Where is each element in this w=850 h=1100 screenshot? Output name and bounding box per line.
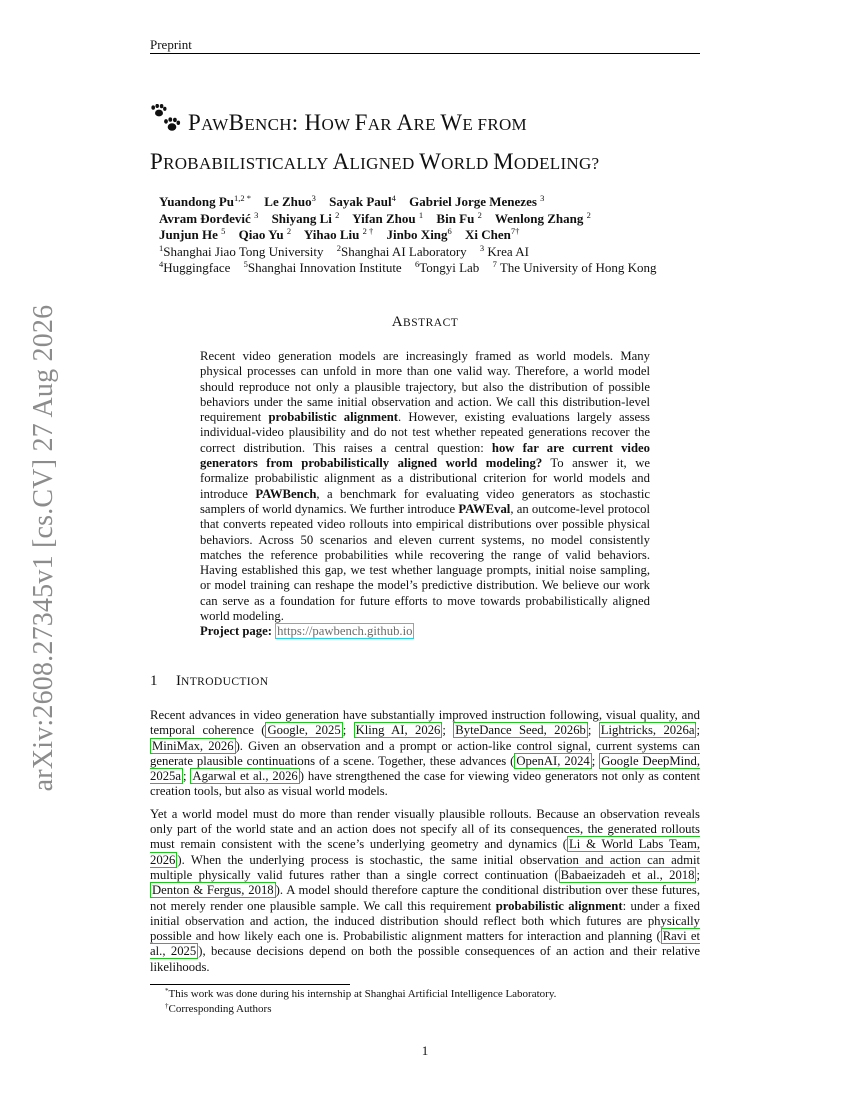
citation-link[interactable]: Li & World Labs Team, 2026 (150, 837, 700, 867)
citation-link[interactable]: Google DeepMind, 2025a (150, 753, 700, 784)
citation-link[interactable]: OpenAI, 2024 (516, 753, 590, 768)
citation-link[interactable]: Ravi et al., 2025 (150, 929, 700, 959)
author-row-1: Yuandong Pu$^{1,2}$ * Le Zhuo$^3$ Sayak Paul$^4$ Gabriel Jorge Menezes $^3$ (159, 193, 545, 209)
abstract-body: Recent video generation models are increasingly framed as world models. Many physical processes can unfold in more than one valid way. Therefore, a world model should reproduce not only a plausible trajectory, but also the distribution of possible behaviors under the same initial observation and action. We call this distribution-level requirement probabilistic alignment. However, existing evaluations largely assess individual-video plausibility and do not test whether repeated generations recover the correct distribution. This raises a central question: how far are current video generators from probabilistically aligned world modeling? To answer it, we formalize probabilistic alignment as a distributional criterion for world models and introduce PAWBench, a benchmark for evaluating video generators as stochastic samplers of world dynamics. We further introduce PAWEval, an outcome-level protocol that converts repeated video rollouts into empirical distributions over possible physical behaviors. Across 50 scenarios and eleven current systems, no model consistently matches the reference probabilities while recovering the range of valid behaviors. Having established this gap, we test whether language prompts, initial noise sampling, or model training can reshape the model’s predictive distribution. We believe our work can serve as a foundation for future efforts to move towards probabilistically aligned world modeling. Project page: https://pawbench.github.io (200, 349, 651, 639)
arxiv-side-identifier: arXiv:2608.27345v1 [cs.CV] 27 Aug 2026 (28, 304, 59, 792)
author-row-3: Junjun He $^5$ Qiao Yu $^2$ Yihao Liu $^{2 \dagger}$ Jinbo Xing$^6$ Xi Chen$^{7\dagger}$ (159, 226, 520, 242)
affiliation-row-2: $^4$Huggingface $^5$Shanghai Innovation Institute $^6$Tongyi Lab $^7$ The University of Hong Kong (159, 259, 657, 275)
intro-paragraph-1: Recent advances in video generation have substantially improved instruction following, visual quality, and temporal coherence ( Google, 2025 ; Kling AI, 2026 ; ByteDance Seed, 2026b ; Lightricks, 2026a ; MiniMax, 2026 ). Given an observation and a prompt or action-like control signal, current systems can generate plausible continuations of a scene. Together, these advances ( OpenAI, 2024 ; Google DeepMind, 2025a ; Agarwal et al., 2026 ) have strengthened the case for viewing video generators not only as content creation tools, but also as visual world models. (150, 708, 700, 799)
citation-link[interactable]: Denton & Fergus, 2018 (152, 883, 274, 898)
author-name: Yuandong Pu (159, 194, 235, 209)
author-row-2: Avram Đorđević $^3$ Shiyang Li $^2$ Yifan Zhou $^1$ Bin Fu $^2$ Wenlong Zhang $^2$ (159, 209, 591, 226)
citation-link[interactable]: Agarwal et al., 2026 (192, 769, 298, 784)
citation-link[interactable]: Babaeizadeh et al., 2018 (560, 867, 695, 882)
author-name: Yihao Liu (303, 227, 360, 242)
paw-prints-icon (150, 104, 184, 144)
paper-title: PAWBENCH: HOW FAR ARE WE FROM PROBABILISTICALLY ALIGNED WORLD MODELING? (150, 104, 710, 181)
section-heading-introduction: 1 INTRODUCTION (150, 673, 269, 689)
abstract-heading: ABSTRACT (391, 314, 459, 330)
project-page-label: Project page: (200, 624, 272, 639)
author-name: Yifan Zhou (352, 210, 416, 226)
author-name: Sayak Paul (329, 194, 392, 209)
citation-link[interactable]: Kling AI, 2026 (355, 723, 441, 738)
header-rule (150, 53, 700, 54)
running-header: Preprint (150, 37, 192, 52)
introduction-body (150, 708, 700, 975)
author-name: Le Zhuo (264, 194, 312, 209)
author-name: Jinbo Xing (386, 227, 448, 242)
author-name: Gabriel Jorge Menezes (409, 194, 537, 209)
footnotes (165, 987, 556, 1017)
author-name: Qiao Yu (238, 227, 284, 242)
footnote-corresponding: †Corresponding Authors (165, 1002, 272, 1015)
affiliation-row-1: $^1$Shanghai Jiao Tong University $^2$Shanghai AI Laboratory $^3$ Krea AI (159, 242, 529, 259)
author-name: Junjun He (159, 227, 218, 242)
author-name: Shiyang Li (271, 210, 332, 226)
author-block (159, 194, 719, 277)
footnote-rule (150, 984, 350, 985)
author-name: Bin Fu (436, 210, 475, 226)
footnote-internship: *This work was done during his internship at Shanghai Artificial Intelligence Laboratory. (165, 987, 557, 1000)
intro-paragraph-2: Yet a world model must do more than render visually plausible rollouts. Because an observation reveals only part of the world state and an action does not specify all of its consequences, the generated rollouts must remain consistent with the scene’s underlying geometry and dynamics ( Li & World Labs Team, 2026 ). When the underlying process is stochastic, the same initial observation and action can admit multiple physically valid futures rather than a single correct continuation ( Babaeizadeh et al., 2018 ; Denton & Fergus, 2018 ). A model should therefore capture the conditional distribution over these futures, not merely render one plausible sample. We call this requirement probabilistic alignment: under a fixed initial observation and action, the induced distribution should reflect both which futures are physically possible and how likely each one is. Probabilistic alignment matters for interaction and planning ( Ravi et al., 2025 ), because decisions depend on both the possible consequences of an action and their relative likelihoods. (150, 806, 701, 974)
page-number: 1 (421, 1043, 429, 1058)
citation-link[interactable]: Lightricks, 2026a (600, 723, 695, 738)
author-name: Wenlong Zhang (494, 210, 584, 226)
author-name: Xi Chen (465, 227, 511, 242)
project-page-link[interactable]: https://pawbench.github.io (277, 624, 413, 639)
citation-link[interactable]: Google, 2025 (267, 723, 341, 738)
author-name: Avram Đorđević (159, 210, 251, 226)
citation-link[interactable]: ByteDance Seed, 2026b (455, 723, 586, 738)
citation-link[interactable]: MiniMax, 2026 (152, 738, 234, 753)
